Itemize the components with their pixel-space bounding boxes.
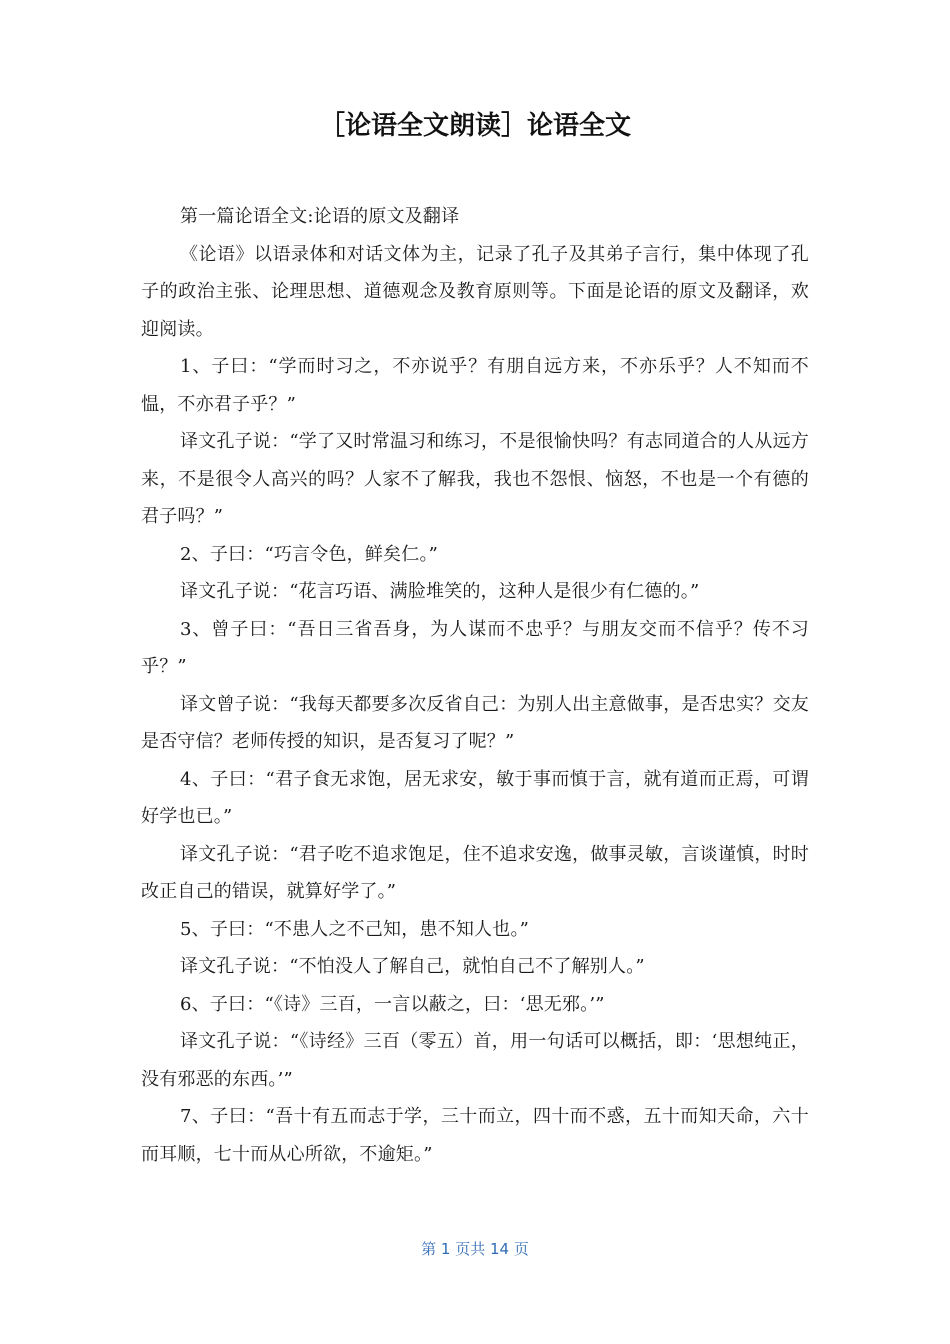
page-number-footer: 第 1 页共 14 页 [421,1240,529,1258]
paragraph-translation-1: 译文孔子说：“学了又时常温习和练习，不是很愉快吗？有志同道合的人从远方来，不是很令人高兴的吗？人家不了解我，我也不怨恨、恼怒，不也是一个有德的君子吗？” [141,431,809,527]
paragraph-translation-4: 译文孔子说：“君子吃不追求饱足，住不追求安逸，做事灵敏，言谈谨慎，时时改正自己的错误，就算好学了。” [141,843,809,902]
document-body [141,198,809,1173]
paragraph-original-6: 6、子曰：“《诗》三百，一言以蔽之，曰：‘思无邪。’” [180,993,605,1015]
paragraph-original-5: 5、子曰：“不患人之不己知，患不知人也。” [180,918,530,940]
paragraph-translation-5: 译文孔子说：“不怕没人了解自己，就怕自己不了解别人。” [180,956,645,977]
paragraph-translation-2: 译文孔子说：“花言巧语、满脸堆笑的，这种人是很少有仁德的。” [180,581,700,602]
page-title: ［论语全文朗读］论语全文 [318,111,631,141]
paragraph-translation-6: 译文孔子说：“《诗经》三百（零五）首，用一句话可以概括，即：‘思想纯正，没有邪恶的东西。’” [141,1031,809,1090]
paragraph-original-2: 2、子曰：“巧言令色，鲜矣仁。” [180,543,439,565]
paragraph-translation-3: 译文曾子说：“我每天都要多次反省自己：为别人出主意做事，是否忠实？交友是否守信？老师传授的知识，是否复习了呢？” [141,693,809,752]
paragraph-original-7: 7、子曰：“吾十有五而志于学，三十而立，四十而不惑，五十而知天命，六十而耳顺，七十而从心所欲，不逾矩。” [141,1106,809,1165]
paragraph-original-4: 4、子曰：“君子食无求饱，居无求安，敏于事而慎于言，就有道而正焉，可谓好学也已。” [141,768,809,827]
paragraph-original-3: 3、曾子曰：“吾日三省吾身，为人谋而不忠乎？与朋友交而不信乎？传不习乎？” [141,618,809,677]
paragraph-intro: 《论语》以语录体和对话文体为主，记录了孔子及其弟子言行，集中体现了孔子的政治主张、论理思想、道德观念及教育原则等。下面是论语的原文及翻译，欢迎阅读。 [141,243,809,340]
paragraph-original-1: 1、子曰：“学而时习之，不亦说乎？有朋自远方来，不亦乐乎？人不知而不愠，不亦君子乎？” [141,356,809,415]
paragraph-intro-heading: 第一篇论语全文:论语的原文及翻译 [180,206,460,227]
